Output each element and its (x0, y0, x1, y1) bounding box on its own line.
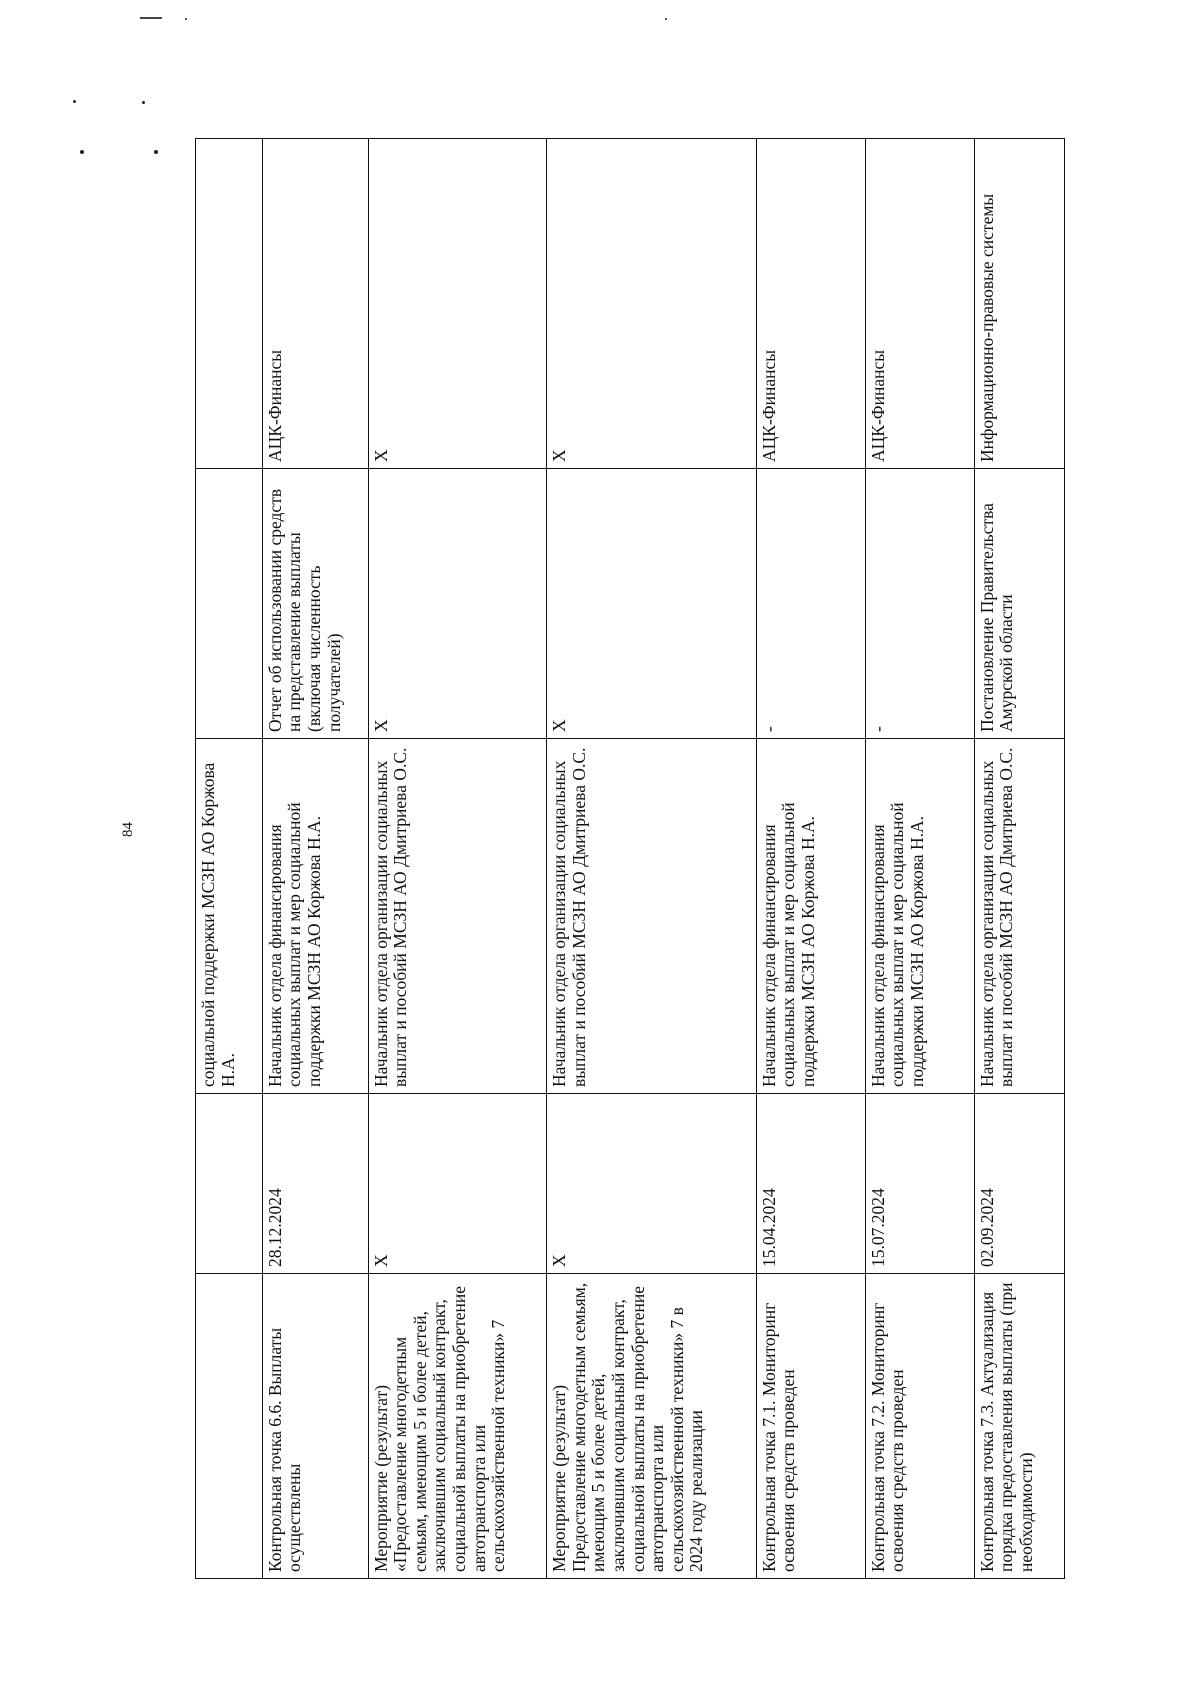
cell-responsible: социальной поддержки МСЗН АО Коржова Н.А. (196, 739, 263, 1094)
scan-artifact-speck (154, 150, 158, 154)
rotated-table-container (195, 139, 1065, 1579)
cell-system: Х (547, 139, 757, 469)
cell-document: - (865, 469, 974, 739)
cell-task: Мероприятие (результат) Предоставление многодетным семьям, имеющим 5 и более детей, заключившим социальный контракт, социальной выплаты на приобретение автотранспорта или сельскохозяйственной техники» 7 в 2024 году реализации (547, 1274, 757, 1579)
table-row (368, 139, 547, 1579)
cell-date (196, 1094, 263, 1274)
cell-responsible: Начальник отдела финансирования социальных выплат и мер социальной поддержки МСЗН АО Коржова Н.А. (865, 739, 974, 1094)
scan-artifact-speck (142, 101, 145, 104)
table-row (974, 139, 1064, 1579)
scan-artifact-speck (665, 18, 667, 20)
cell-date: Х (368, 1094, 547, 1274)
cell-document: - (756, 469, 865, 739)
cell-date: 28.12.2024 (262, 1094, 368, 1274)
scan-artifact-speck (80, 150, 84, 154)
cell-document: Х (547, 469, 757, 739)
cell-system: АЦК-Финансы (756, 139, 865, 469)
cell-responsible: Начальник отдела организации социальных выплат и пособий МСЗН АО Дмитриева О.С. (974, 739, 1064, 1094)
cell-date: Х (547, 1094, 757, 1274)
cell-responsible: Начальник отдела организации социальных выплат и пособий МСЗН АО Дмитриева О.С. (368, 739, 547, 1094)
cell-date: 02.09.2024 (974, 1094, 1064, 1274)
cell-task (196, 1274, 263, 1579)
cell-document: Х (368, 469, 547, 739)
plan-table (195, 138, 1065, 1579)
table-row (756, 139, 865, 1579)
table-row (547, 139, 757, 1579)
cell-task: Мероприятие (результат) «Предоставление многодетным семьям, имеющим 5 и более детей, заключившим социальный контракт, социальной выплаты на приобретение автотранспорта или сельскохозяйственной техники» 7 (368, 1274, 547, 1579)
scan-artifact-line (140, 17, 162, 19)
table-row (865, 139, 974, 1579)
cell-system: АЦК-Финансы (262, 139, 368, 469)
cell-system: Х (368, 139, 547, 469)
table-row (262, 139, 368, 1579)
cell-date: 15.07.2024 (865, 1094, 974, 1274)
table-row (196, 139, 263, 1579)
cell-system (196, 139, 263, 469)
cell-document: Отчет об использовании средств на представление выплаты (включая численность получателей) (262, 469, 368, 739)
cell-responsible: Начальник отдела организации социальных выплат и пособий МСЗН АО Дмитриева О.С. (547, 739, 757, 1094)
page-number: 84 (120, 822, 136, 837)
cell-document: Постановление Правительства Амурской области (974, 469, 1064, 739)
cell-date: 15.04.2024 (756, 1094, 865, 1274)
cell-system: Информационно-правовые системы (974, 139, 1064, 469)
cell-responsible: Начальник отдела финансирования социальных выплат и мер социальной поддержки МСЗН АО Коржова Н.А. (756, 739, 865, 1094)
cell-task: Контрольная точка 7.1. Мониторинг освоения средств проведен (756, 1274, 865, 1579)
cell-responsible: Начальник отдела финансирования социальных выплат и мер социальной поддержки МСЗН АО Коржова Н.А. (262, 739, 368, 1094)
cell-task: Контрольная точка 7.3. Актуализация порядка предоставления выплаты (при необходимости) (974, 1274, 1064, 1579)
scan-artifact-speck (73, 100, 76, 103)
cell-system: АЦК-Финансы (865, 139, 974, 469)
cell-task: Контрольная точка 6.6. Выплаты осуществлены (262, 1274, 368, 1579)
cell-task: Контрольная точка 7.2. Мониторинг освоения средств проведен (865, 1274, 974, 1579)
scan-artifact-speck (185, 18, 187, 20)
cell-document (196, 469, 263, 739)
